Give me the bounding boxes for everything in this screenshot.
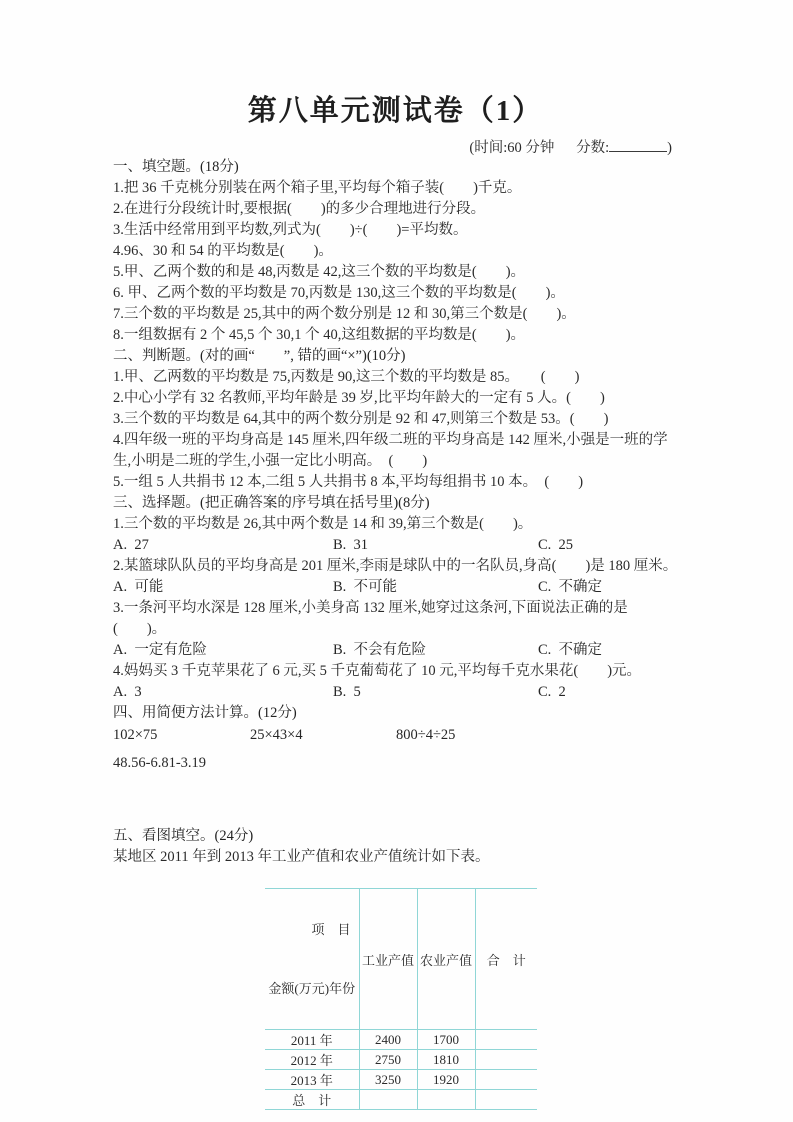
fill-item-8: 8.一组数据有 2 个 45,5 个 30,1 个 40,这组数据的平均数是( )。	[113, 327, 526, 343]
judge-item-4: 4.四年级一班的平均身高是 145 厘米,四年级二班的平均身高是 142 厘米,小强是一班的学生,小明是二班的学生,小强一定比小明高。 ( )	[113, 432, 668, 469]
section5-intro: 某地区 2011 年到 2013 年工业产值和农业产值统计如下表。	[113, 849, 490, 865]
choice-question-2: 2.某篮球队队员的平均身高是 201 厘米,李雨是球队中的一名队员,身高( )是 180 厘米。	[113, 558, 678, 574]
total-value-blank	[475, 1070, 537, 1090]
choice-options-3	[113, 640, 678, 661]
calc-expression-4: 48.56-6.81-3.19	[113, 755, 207, 771]
corner-label-amount-year: 金额(万元)年份	[268, 981, 356, 996]
choice-question-1: 1.三个数的平均数是 26,其中两个数是 14 和 39,第三个数是( )。	[113, 516, 533, 532]
choice-options-4	[113, 682, 678, 703]
choice-option-2b: B. 不可能	[333, 579, 398, 595]
table-corner-cell	[265, 889, 359, 1030]
agricultural-value: 1920	[417, 1070, 475, 1090]
table-row-2013	[265, 1070, 537, 1090]
year-label: 2013 年	[265, 1070, 359, 1090]
industrial-value: 2750	[359, 1050, 417, 1070]
judge-item-2: 2.中心小学有 32 名教师,平均年龄是 39 岁,比平均年龄大的一定有 5 人。( )	[113, 390, 605, 406]
choice-option-4a: A. 3	[113, 684, 142, 700]
agricultural-value: 1810	[417, 1050, 475, 1070]
calc-expressions-row	[113, 724, 678, 746]
page-title: 第八单元测试卷（1）	[247, 95, 544, 127]
agricultural-total-blank	[417, 1090, 475, 1110]
choice-option-4c: C. 2	[538, 684, 566, 700]
exam-meta	[113, 136, 678, 157]
judge-item-3: 3.三个数的平均数是 64,其中的两个数分别是 92 和 47,则第三个数是 53。( )	[113, 411, 609, 427]
column-header-industrial: 工业产值	[359, 889, 417, 1030]
table-row-grand-total	[265, 1090, 537, 1110]
choice-option-2a: A. 可能	[113, 579, 164, 595]
column-header-total: 合 计	[475, 889, 537, 1030]
fill-item-6: 6. 甲、乙两个数的平均数是 70,丙数是 130,这三个数的平均数是( )。	[113, 285, 565, 301]
score-label: 分数:	[576, 140, 610, 156]
section1-heading: 一、填空题。(18分)	[113, 159, 239, 175]
section2-heading: 二、判断题。(对的画“ ”, 错的画“×”)(10分)	[113, 348, 406, 364]
grand-total-label: 总 计	[265, 1090, 359, 1110]
total-value-blank	[475, 1030, 537, 1050]
statistics-table	[265, 888, 537, 1110]
fill-item-4: 4.96、30 和 54 的平均数是( )。	[113, 243, 333, 259]
industrial-value: 3250	[359, 1070, 417, 1090]
meta-gap	[554, 140, 576, 156]
meta-close-paren: )	[667, 140, 672, 156]
choice-option-3b: B. 不会有危险	[333, 642, 427, 658]
section5-heading: 五、看图填空。(24分)	[113, 828, 254, 844]
fill-item-7: 7.三个数的平均数是 25,其中的两个数分别是 12 和 30,第三个数是( )。	[113, 306, 576, 322]
year-label: 2012 年	[265, 1050, 359, 1070]
work-space	[113, 774, 678, 826]
choice-options-2	[113, 577, 678, 598]
table-row-2012	[265, 1050, 537, 1070]
fill-item-5: 5.甲、乙两个数的和是 48,丙数是 42,这三个数的平均数是( )。	[113, 264, 526, 280]
choice-option-1c: C. 25	[538, 537, 574, 553]
choice-question-3: 3.一条河平均水深是 128 厘米,小美身高 132 厘米,她穿过这条河,下面说法正确的是( )。	[113, 600, 628, 637]
calc-expression-2: 25×43×4	[250, 727, 303, 743]
choice-option-2c: C. 不确定	[538, 579, 603, 595]
industrial-value: 2400	[359, 1030, 417, 1050]
industrial-total-blank	[359, 1090, 417, 1110]
table-row-2011	[265, 1030, 537, 1050]
table-header-row	[265, 889, 537, 1030]
choice-option-3a: A. 一定有危险	[113, 642, 207, 658]
judge-item-1: 1.甲、乙两数的平均数是 75,丙数是 90,这三个数的平均数是 85。 ( )	[113, 369, 580, 385]
choice-option-1a: A. 27	[113, 537, 149, 553]
choice-option-1b: B. 31	[333, 537, 369, 553]
section3-heading: 三、选择题。(把正确答案的序号填在括号里)(8分)	[113, 495, 430, 511]
agricultural-value: 1700	[417, 1030, 475, 1050]
corner-label-item: 项 目	[311, 922, 351, 937]
time-label: (时间:60 分钟	[469, 140, 555, 156]
calc-expression-3: 800÷4÷25	[396, 727, 456, 743]
judge-item-5: 5.一组 5 人共捐书 12 本,二组 5 人共捐书 8 本,平均每组捐书 10 本。 ( )	[113, 474, 584, 490]
total-total-blank	[475, 1090, 537, 1110]
choice-options-1	[113, 535, 678, 556]
choice-option-3c: C. 不确定	[538, 642, 603, 658]
year-label: 2011 年	[265, 1030, 359, 1050]
column-header-agricultural: 农业产值	[417, 889, 475, 1030]
section4-heading: 四、用简便方法计算。(12分)	[113, 705, 297, 721]
calc-expression-1: 102×75	[113, 727, 158, 743]
fill-item-2: 2.在进行分段统计时,要根据( )的多少合理地进行分段。	[113, 201, 486, 217]
choice-question-4: 4.妈妈买 3 千克苹果花了 6 元,买 5 千克葡萄花了 10 元,平均每千克水果花( )元。	[113, 663, 642, 679]
score-blank-line	[609, 138, 667, 152]
total-value-blank	[475, 1050, 537, 1070]
fill-item-3: 3.生活中经常用到平均数,列式为( )÷( )=平均数。	[113, 222, 468, 238]
choice-option-4b: B. 5	[333, 684, 361, 700]
fill-item-1: 1.把 36 千克桃分别装在两个箱子里,平均每个箱子装( )千克。	[113, 180, 522, 196]
